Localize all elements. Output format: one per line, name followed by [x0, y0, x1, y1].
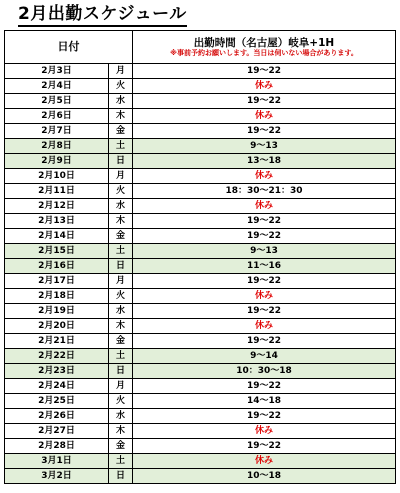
row-weekday: 水 — [109, 304, 133, 319]
row-time: 9〜14 — [133, 349, 396, 364]
row-date: 2月13日 — [5, 214, 109, 229]
row-date: 2月23日 — [5, 364, 109, 379]
row-time: 19〜22 — [133, 94, 396, 109]
row-time: 10〜18 — [133, 469, 396, 484]
row-weekday: 火 — [109, 79, 133, 94]
table-row — [5, 184, 396, 199]
row-date: 2月14日 — [5, 229, 109, 244]
row-weekday: 日 — [109, 364, 133, 379]
row-weekday: 金 — [109, 124, 133, 139]
table-row — [5, 154, 396, 169]
table-row — [5, 439, 396, 454]
table-header-row — [5, 31, 396, 64]
table-row — [5, 169, 396, 184]
table-row — [5, 199, 396, 214]
page-title: 2月出勤スケジュール — [18, 4, 187, 27]
row-time: 19〜22 — [133, 439, 396, 454]
table-row — [5, 394, 396, 409]
row-date: 2月16日 — [5, 259, 109, 274]
row-date: 2月12日 — [5, 199, 109, 214]
row-date: 2月22日 — [5, 349, 109, 364]
row-weekday: 火 — [109, 394, 133, 409]
row-date: 2月28日 — [5, 439, 109, 454]
row-time: 19〜22 — [133, 229, 396, 244]
row-date: 2月18日 — [5, 289, 109, 304]
row-weekday: 日 — [109, 469, 133, 484]
row-weekday: 水 — [109, 199, 133, 214]
row-date: 2月24日 — [5, 379, 109, 394]
row-date: 2月7日 — [5, 124, 109, 139]
row-time: 休み — [133, 319, 396, 334]
row-time: 19〜22 — [133, 214, 396, 229]
schedule-table — [4, 30, 396, 484]
row-date: 3月2日 — [5, 469, 109, 484]
table-row — [5, 214, 396, 229]
row-date: 2月19日 — [5, 304, 109, 319]
row-time: 11〜16 — [133, 259, 396, 274]
table-row — [5, 334, 396, 349]
row-weekday: 月 — [109, 64, 133, 79]
row-weekday: 水 — [109, 94, 133, 109]
row-time: 19〜22 — [133, 334, 396, 349]
table-row — [5, 79, 396, 94]
row-time: 19〜22 — [133, 379, 396, 394]
table-row — [5, 469, 396, 484]
date-column-header: 日付 — [5, 31, 133, 64]
row-weekday: 土 — [109, 244, 133, 259]
table-row — [5, 94, 396, 109]
table-row — [5, 424, 396, 439]
table-row — [5, 259, 396, 274]
row-weekday: 土 — [109, 349, 133, 364]
row-weekday: 火 — [109, 289, 133, 304]
row-weekday: 月 — [109, 274, 133, 289]
table-row — [5, 289, 396, 304]
row-weekday: 金 — [109, 439, 133, 454]
row-weekday: 金 — [109, 334, 133, 349]
row-weekday: 木 — [109, 109, 133, 124]
table-row — [5, 304, 396, 319]
row-weekday: 日 — [109, 259, 133, 274]
row-time: 19〜22 — [133, 64, 396, 79]
schedule-rows — [5, 64, 396, 484]
table-row — [5, 64, 396, 79]
row-date: 2月26日 — [5, 409, 109, 424]
row-weekday: 金 — [109, 229, 133, 244]
row-time: 19〜22 — [133, 409, 396, 424]
row-date: 2月4日 — [5, 79, 109, 94]
table-row — [5, 244, 396, 259]
row-date: 2月8日 — [5, 139, 109, 154]
table-row — [5, 409, 396, 424]
row-weekday: 火 — [109, 184, 133, 199]
row-time: 休み — [133, 199, 396, 214]
table-row — [5, 274, 396, 289]
row-weekday: 日 — [109, 154, 133, 169]
row-weekday: 木 — [109, 214, 133, 229]
row-time: 19〜22 — [133, 304, 396, 319]
row-weekday: 水 — [109, 409, 133, 424]
table-row — [5, 364, 396, 379]
row-time: 10：30〜18 — [133, 364, 396, 379]
row-weekday: 土 — [109, 454, 133, 469]
row-date: 2月9日 — [5, 154, 109, 169]
row-date: 3月1日 — [5, 454, 109, 469]
table-row — [5, 319, 396, 334]
row-date: 2月20日 — [5, 319, 109, 334]
row-time: 休み — [133, 109, 396, 124]
row-date: 2月17日 — [5, 274, 109, 289]
row-date: 2月25日 — [5, 394, 109, 409]
time-column-header — [133, 31, 396, 64]
table-row — [5, 454, 396, 469]
row-time: 9〜13 — [133, 139, 396, 154]
reservation-note: ※事前予約お願いします。当日は伺いない場合があります。 — [170, 48, 358, 57]
table-row — [5, 349, 396, 364]
row-time: 14〜18 — [133, 394, 396, 409]
row-date: 2月3日 — [5, 64, 109, 79]
table-row — [5, 379, 396, 394]
row-time: 18：30〜21：30 — [133, 184, 396, 199]
row-weekday: 木 — [109, 319, 133, 334]
time-column-title: 出勤時間（名古屋）岐阜+1H — [193, 36, 335, 49]
table-row — [5, 139, 396, 154]
row-date: 2月15日 — [5, 244, 109, 259]
row-time: 休み — [133, 289, 396, 304]
row-time: 休み — [133, 454, 396, 469]
row-weekday: 月 — [109, 379, 133, 394]
row-weekday: 月 — [109, 169, 133, 184]
row-weekday: 木 — [109, 424, 133, 439]
table-row — [5, 109, 396, 124]
row-time: 19〜22 — [133, 124, 396, 139]
row-weekday: 土 — [109, 139, 133, 154]
row-date: 2月21日 — [5, 334, 109, 349]
table-row — [5, 229, 396, 244]
row-time: 19〜22 — [133, 274, 396, 289]
row-time: 休み — [133, 169, 396, 184]
row-date: 2月5日 — [5, 94, 109, 109]
row-time: 休み — [133, 79, 396, 94]
row-date: 2月11日 — [5, 184, 109, 199]
row-time: 休み — [133, 424, 396, 439]
row-date: 2月27日 — [5, 424, 109, 439]
row-date: 2月6日 — [5, 109, 109, 124]
row-time: 9〜13 — [133, 244, 396, 259]
row-date: 2月10日 — [5, 169, 109, 184]
row-time: 13〜18 — [133, 154, 396, 169]
table-row — [5, 124, 396, 139]
